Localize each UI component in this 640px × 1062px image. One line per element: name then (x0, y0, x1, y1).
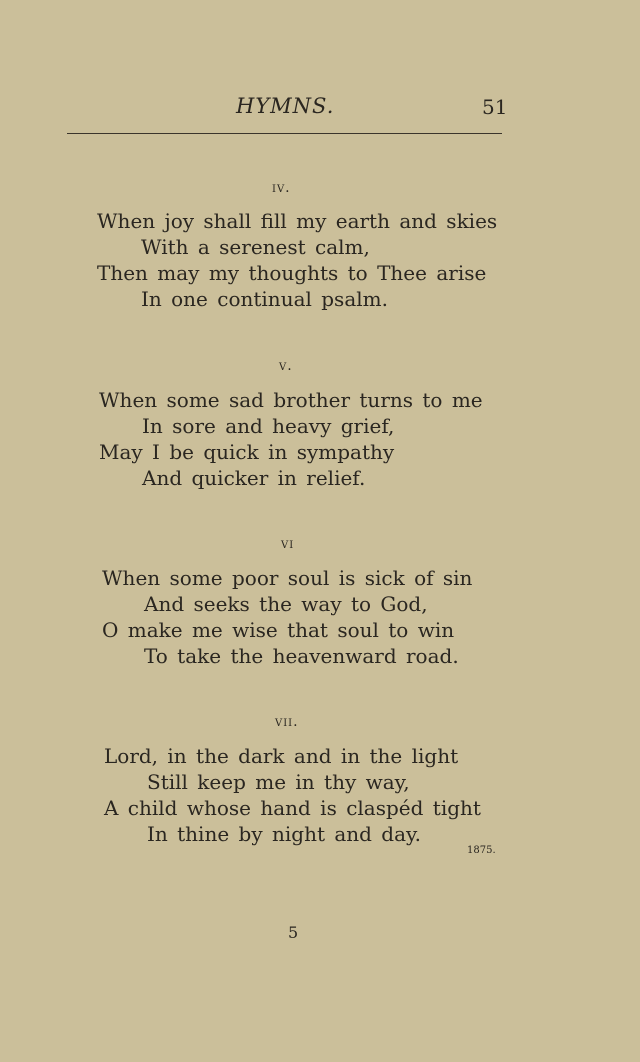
verse-line: In sore and heavy grief, (142, 414, 395, 438)
stanza-numeral: vi (281, 536, 295, 552)
hymn-date: 1875. (467, 845, 496, 856)
header-rule (67, 133, 502, 134)
verse-line: To take the heavenward road. (144, 644, 459, 668)
stanza-numeral: vii. (275, 714, 299, 730)
verse-line: In one continual psalm. (141, 287, 388, 311)
verse-line: Lord, in the dark and in the light (104, 744, 459, 768)
running-head (0, 94, 640, 122)
verse-line: A child whose hand is claspéd tight (104, 796, 481, 820)
verse-line: O make me wise that soul to win (102, 618, 455, 642)
verse-line: In thine by night and day. (147, 822, 422, 846)
page-number: 51 (482, 95, 508, 119)
verse-line: And seeks the way to God, (144, 592, 428, 616)
verse-line: And quicker in relief. (142, 466, 366, 490)
stanza-numeral: v. (279, 358, 293, 374)
verse-line: With a serenest calm, (141, 235, 370, 259)
verse-line: When some poor soul is sick of sin (102, 566, 473, 590)
verse-line: Still keep me in thy way, (147, 770, 410, 794)
stanza-numeral: iv. (272, 180, 291, 196)
verse-line: When joy shall fill my earth and skies (97, 209, 498, 233)
running-title: HYMNS. (236, 94, 335, 118)
verse-line: Then may my thoughts to Thee arise (97, 261, 487, 285)
signature-mark: 5 (288, 923, 299, 942)
verse-line: May I be quick in sympathy (99, 440, 395, 464)
verse-line: When some sad brother turns to me (99, 388, 483, 412)
